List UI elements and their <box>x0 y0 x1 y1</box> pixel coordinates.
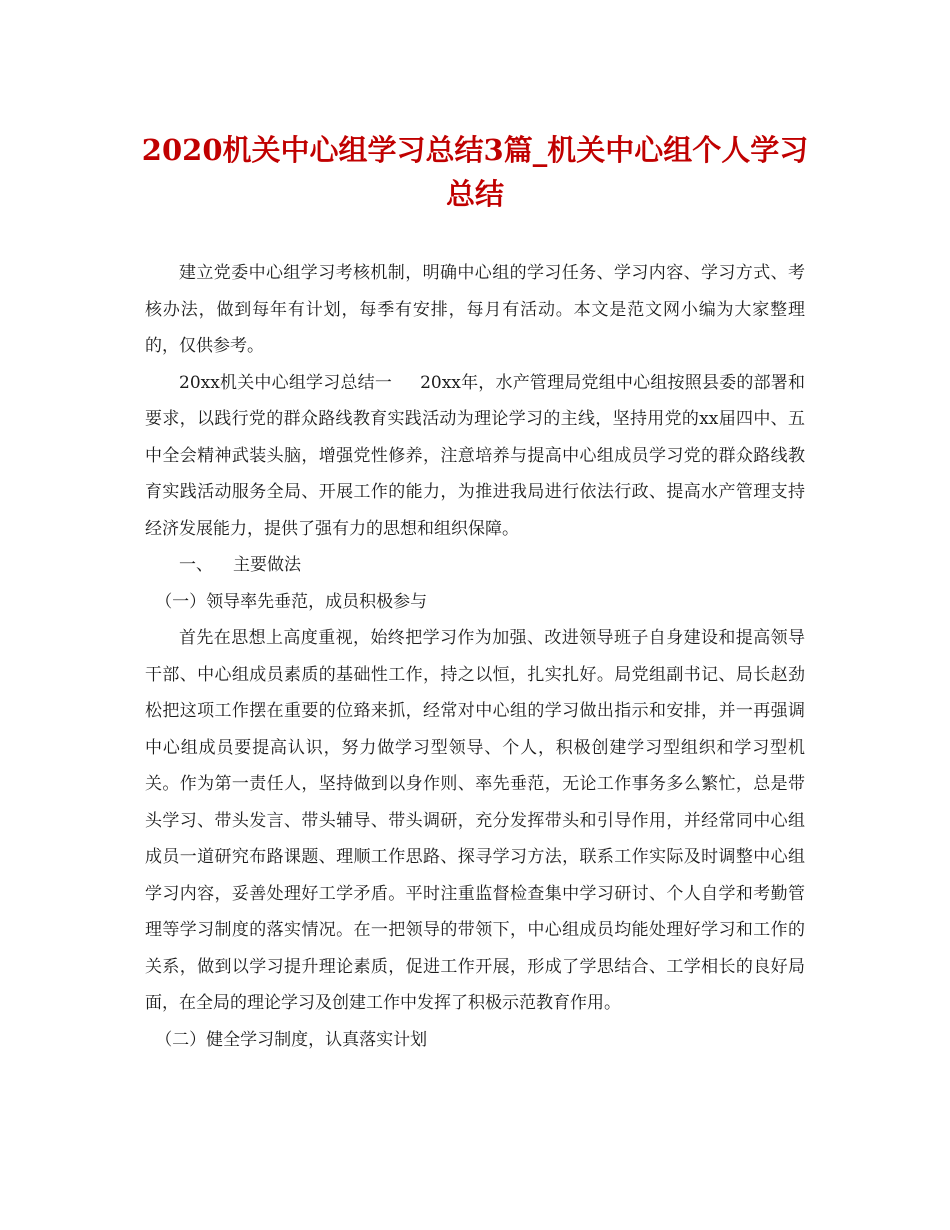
subsection-heading-2: （二）健全学习制度，认真落实计划 <box>155 1029 428 1050</box>
section-heading <box>145 547 805 584</box>
summary-text: 20xx年，水产管理局党组中心组按照县委的部署和要求，以践行党的群众路线教育实践活动为理论学习的主线，坚持用党的xx届四中、五中全会精神武装头脑，增强党性修养，注意培养与提高中心组成员学习党的群众路线教育实践活动服务全局、开展工作的能力，为推进我局进行依法行政、提高水产管理支持经济发展能力，提供了强有力的思想和组织保障。 <box>145 372 805 539</box>
summary-paragraph <box>145 365 805 548</box>
subsection-paragraph-1: 首先在思想上高度重视，始终把学习作为加强、改进领导班子自身建设和提高领导干部、中心组成员素质的基础性工作，持之以恒，扎实扎好。局党组副书记、局长赵劲松把这项工作摆在重要的位臵来抓，经常对中心组的学习做出指示和安排，并一再强调中心组成员要提高认识，努力做学习型领导、个人，积极创建学习型组织和学习型机关。作为第一责任人，坚持做到以身作则、率先垂范，无论工作事务多么繁忙，总是带头学习、带头发言、带头辅导、带头调研，充分发挥带头和引导作用，并经常同中心组成员一道研究布路课题、理顺工作思路、探寻学习方法，联系工作实际及时调整中心组学习内容，妥善处理好工学矛盾。平时注重监督检查集中学习研讨、个人自学和考勤管理等学习制度的落实情况。在一把领导的带领下，中心组成员均能处理好学习和工作的关系，做到以学习提升理论素质，促进工作开展，形成了学思结合、工学相长的良好局面，在全局的理论学习及创建工作中发挥了积极示范教育作用。 <box>145 628 805 1013</box>
summary-label: 20xx机关中心组学习总结一 <box>179 372 393 393</box>
document-title: 2020机关中心组学习总结3篇_机关中心组个人学习总结 <box>141 133 809 211</box>
document-body <box>145 255 805 1058</box>
intro-paragraph: 建立党委中心组学习考核机制，明确中心组的学习任务、学习内容、学习方式、考核办法，做到每年有计划，每季有安排，每月有活动。本文是范文网小编为大家整理的，仅供参考。 <box>145 263 805 356</box>
subsection-heading-1: （一）领导率先垂范，成员积极参与 <box>155 591 428 612</box>
section-title: 主要做法 <box>233 555 301 575</box>
section-number: 一、 <box>179 555 213 575</box>
